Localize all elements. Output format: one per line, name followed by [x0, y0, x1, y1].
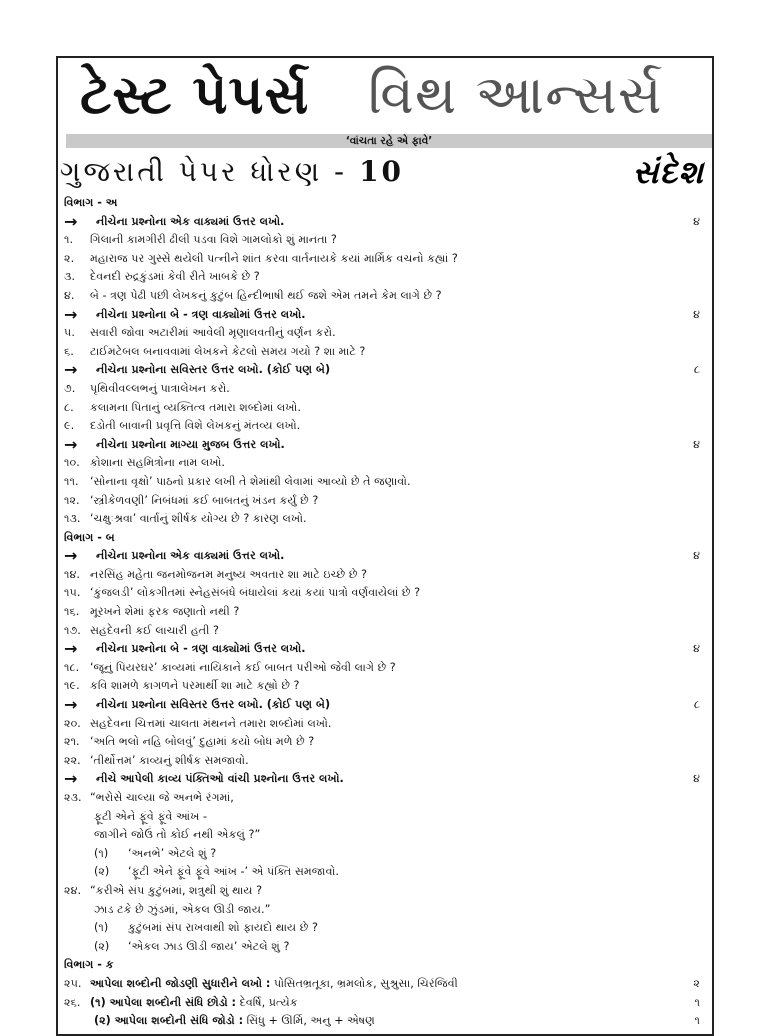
question-lead: (૧) આપેલા શબ્દોની સંધિ છોડો :: [90, 995, 237, 1009]
question-text-body: ‘કુંજલડી’ લોકગીતમાં સ્નેહસંબંધે બંધાયેલાં કયાં કયાં પાત્રો વર્ણવાયેલાં છે ?: [90, 586, 421, 600]
question-text: [90, 994, 668, 1013]
question-text: [128, 938, 668, 957]
question-text: [90, 287, 668, 306]
question-text-body: સિંધુ + ઊર્મિ, અનુ + એષણ: [243, 1014, 375, 1028]
question-text: [90, 975, 668, 994]
question-number: ૧૪.: [64, 567, 80, 581]
arrow-icon: →: [64, 435, 78, 454]
question-row: [64, 882, 708, 901]
question-text: [90, 603, 668, 622]
question-number: ૮.: [64, 400, 74, 414]
question-number: ૧૯.: [64, 679, 80, 693]
question-row: [64, 231, 708, 250]
question-text-body: ‘સોનાના વૃક્ષો’ પાઠનો પ્રકાર લખી તે શેમાંથી લેવામાં આવ્યો છે તે જણાવો.: [90, 474, 411, 488]
masthead-title-light: વિથ આન્સર્સ: [368, 63, 663, 126]
question-text: [90, 473, 668, 492]
question-text-body: બે - ત્રણ પેઢી પછી લેખકનું કુટુંબ હિન્દીભાષી થઈ જશે એમ તમને કેમ લાગે છે ?: [90, 288, 442, 302]
question-text: [90, 752, 668, 771]
question-text: [90, 454, 668, 473]
question-text: [64, 194, 668, 213]
paper-title: [60, 152, 404, 192]
question-text-body: સવારી જોવા અટારીમાં આવેલી મૃણાલવતીનું વર્ણન કરો.: [90, 326, 336, 340]
question-text: [90, 250, 668, 269]
question-row: [64, 603, 708, 622]
question-list: [64, 194, 708, 1031]
question-text: [128, 919, 668, 938]
question-text-body: નીચેના પ્રશ્નોના બે - ત્રણ વાક્યોમાં ઉત્તર લખો.: [96, 307, 306, 321]
question-text: [90, 399, 668, 418]
question-text-body: ગિલાની કામગીરી ઢીલી પડવા વિશે ગામલોકો શું માનતા ?: [90, 233, 337, 247]
question-text: [90, 622, 668, 641]
sub-question: [64, 863, 708, 882]
question-row: [64, 975, 708, 994]
question-text-body: ‘તીર્થોત્તમ’ કાવ્યનું શીર્ષક સમજાવો.: [90, 753, 249, 767]
question-number: ૨૫.: [64, 976, 82, 990]
question-text: [90, 231, 668, 250]
instruction-row: [64, 213, 708, 232]
question-text-body: પૃથિવીવલ્લભનું પાત્રાલેખન કરો.: [90, 381, 230, 395]
question-text: [94, 901, 668, 920]
question-number: ૧૮.: [64, 660, 80, 674]
question-row: [64, 473, 708, 492]
question-number: ૧૩.: [64, 512, 81, 526]
question-row: [64, 287, 708, 306]
continuation-line: [64, 1012, 708, 1031]
question-text: [90, 882, 668, 901]
arrow-icon: →: [64, 640, 78, 659]
question-lead: (૨) આપેલા શબ્દોની સંધિ જોડો :: [94, 1014, 244, 1028]
question-text: [90, 268, 668, 287]
question-text-body: મહારાજ પર ગુસ્સે થયેલી પત્નીને શાંત કરવા વાર્તનાયકે કયાં માર્મિક વચનો કહ્યાં ?: [90, 251, 458, 265]
question-text-body: કલામના પિતાનું વ્યક્તિત્વ તમારા શબ્દોમાં લખો.: [90, 400, 301, 414]
question-number: ૨૩.: [64, 791, 82, 804]
instruction-row: [64, 640, 708, 659]
paper-number: 10: [359, 155, 405, 188]
question-number: ૧૨.: [64, 493, 80, 507]
question-row: [64, 752, 708, 771]
question-text-body: વિભાગ - બ: [64, 530, 115, 544]
continuation-line: [64, 901, 708, 920]
question-text-body: સહદેવના ચિત્તમાં ચાલતા મંથનને તમારા શબ્દોમાં લખો.: [90, 716, 332, 730]
question-text-body: ‘જૂનું પિયરઘર’ કાવ્યમાં નાયિકાને કઈ બાબત પરીઓ જેવી લાગે છે ?: [90, 660, 396, 674]
marks: ૨: [693, 976, 700, 990]
question-text-body: નીચેના પ્રશ્નોના એક વાક્યમાં ઉત્તર લખો.: [96, 549, 285, 563]
marks: ૧: [694, 995, 700, 1009]
question-text-body: નીચેના પ્રશ્નોના બે - ત્રણ વાક્યોમાં ઉત્તર લખો.: [96, 642, 306, 656]
instruction-row: [64, 696, 708, 715]
question-text: [90, 417, 668, 436]
question-text-body: ટાઈમટેબલ બનાવવામાં લેખકને કેટલો સમય ગયો ? શા માટે ?: [90, 344, 366, 358]
question-number: ૫.: [64, 326, 75, 340]
question-text: [90, 510, 668, 529]
question-text: [90, 659, 668, 678]
question-number: ૧૦.: [64, 456, 80, 470]
question-text-body: મૂરખને શેમાં ફરક જણાતો નથી ?: [90, 605, 240, 619]
question-text-body: વિભાગ - ક: [64, 958, 114, 972]
question-text: [96, 547, 668, 566]
question-text-body: પોસિતભ્રતૂકા, ભ્રમલોક, સુશ્રુસા, ચિરંજિવી: [270, 976, 458, 990]
question-number: ૨૪.: [64, 883, 82, 897]
question-text-body: કોશાના સહમિત્રોના નામ લખો.: [90, 456, 225, 470]
sub-question: [64, 938, 708, 957]
question-row: [64, 677, 708, 696]
question-text-body: જાગીને જોઉં તો કોઈ નથી એકલું ?”: [94, 828, 261, 842]
instruction-row: [64, 770, 708, 789]
section-heading: [64, 956, 708, 975]
question-number: ૧૧.: [64, 474, 79, 488]
masthead-title-bold: ટેસ્ટ પેપર્સ: [80, 63, 310, 126]
question-row: [64, 584, 708, 603]
question-number: ૨૨.: [64, 753, 81, 767]
question-text: [94, 1012, 668, 1031]
continuation-line: [64, 826, 708, 845]
question-text-body: વિભાગ - અ: [64, 196, 118, 209]
question-row: [64, 715, 708, 734]
question-number: ૪.: [64, 288, 75, 302]
instruction-row: [64, 547, 708, 566]
arrow-icon: →: [64, 547, 78, 566]
sub-question: [64, 845, 708, 864]
question-text-body: ‘સ્ત્રીકેળવણી’ નિબંધમાં કઈ બાબતનું ખંડન કર્યું છે ?: [90, 493, 319, 507]
question-text: [128, 845, 668, 864]
question-text-body: ‘અનભે’ એટલે શું ?: [128, 846, 217, 860]
question-text-body: નીચેના પ્રશ્નોના માગ્યા મુજબ ઉત્તર લખો.: [96, 437, 285, 451]
question-text: [90, 380, 668, 399]
continuation-line: [64, 808, 708, 827]
question-text-body: ઝાડ ટકે છે ઝુંડમાં, એકલ ઊડી જાય.”: [94, 902, 271, 916]
question-text-body: કુટુંબમાં સંપ રાખવાથી શો ફાયદો થાય છે ?: [128, 921, 318, 935]
marks: ૪: [693, 307, 700, 321]
question-text-body: “ભરોસે ચાલ્યા જે અનભે રંગમાં,: [90, 791, 234, 804]
question-row: [64, 454, 708, 473]
question-row: [64, 566, 708, 585]
marks: ૧: [694, 1014, 700, 1028]
question-text-body: નીચેના પ્રશ્નોના સવિસ્તર ઉત્તર લખો. (કોઈ પણ બે): [96, 698, 331, 712]
question-text-body: સહદેવની કઈ લાચારી હતી ?: [90, 623, 219, 637]
question-row: [64, 399, 708, 418]
question-text: [94, 808, 668, 827]
question-row: [64, 492, 708, 511]
question-text: [128, 863, 668, 882]
marks: ૮: [693, 698, 700, 712]
question-row: [64, 324, 708, 343]
question-text: [96, 361, 668, 380]
question-text-body: “કરીએ સંપ કુટુંબમાં, શત્રુથી શું થાય ?: [90, 883, 263, 897]
question-text-body: નીચેના પ્રશ્નોના એક વાક્યમાં ઉત્તર લખો.: [96, 214, 285, 228]
question-text-body: દેવર્ષિ, પ્રત્યેક: [236, 995, 298, 1009]
arrow-icon: →: [64, 305, 78, 324]
question-text-body: દેવનદી રુદ્રકુંડમાં કેવી રીતે ખાબકે છે ?: [90, 270, 260, 284]
arrow-icon: →: [64, 361, 78, 380]
question-lead: આપેલા શબ્દોની જોડણી સુધારીને લખો :: [90, 976, 271, 990]
question-row: [64, 268, 708, 287]
question-text: [64, 956, 668, 975]
question-text: [90, 566, 668, 585]
question-number: ૩.: [64, 270, 76, 284]
question-row: [64, 250, 708, 269]
question-text-body: ‘ચક્ષુઃશ્રવા’ વાર્તાનું શીર્ષક યોગ્ય છે ? કારણ લખો.: [90, 512, 307, 526]
masthead: [58, 58, 712, 136]
question-text: [96, 770, 668, 789]
question-number: ૬.: [64, 344, 74, 358]
marks: ૪: [693, 437, 700, 451]
question-number: ૧૬.: [64, 605, 80, 619]
question-row: [64, 659, 708, 678]
paper-frame: [56, 56, 714, 1036]
question-text: [90, 492, 668, 511]
paper-title-text: ગુજરાતી પેપર ધોરણ -: [60, 155, 348, 188]
question-text: [90, 733, 668, 752]
section-heading: [64, 529, 708, 548]
question-text: [90, 343, 668, 362]
sub-question-number: (૨): [94, 939, 110, 953]
sub-question-number: (૧): [94, 921, 109, 935]
question-text: [94, 826, 668, 845]
sub-question-number: (૨): [94, 865, 110, 879]
question-text: [96, 306, 668, 325]
question-text: [96, 436, 668, 455]
marks: ૮: [693, 363, 700, 377]
question-text: [96, 640, 668, 659]
marks: ૪: [693, 549, 700, 563]
question-text-body: દડોતી બાવાની પ્રવૃત્તિ વિશે લેખકનું મંતવ્ય લખો.: [90, 419, 301, 433]
question-text: [96, 213, 668, 232]
question-text: [90, 789, 668, 808]
sub-question: [64, 919, 708, 938]
arrow-icon: →: [64, 770, 78, 789]
instruction-row: [64, 361, 708, 380]
question-text-body: ‘અતિ ભલો નહિ બોલવું’ દુહામાં કયો બોધ મળે છે ?: [90, 735, 315, 749]
section-heading: [64, 194, 708, 213]
marks: ૪: [693, 772, 700, 786]
question-text-body: ફૂટી એને ફૂંવે ફૂંવે આંખ -: [94, 809, 207, 823]
question-number: ૨.: [64, 251, 75, 265]
arrow-icon: →: [64, 696, 78, 715]
tagline: ‘વાંચતા રહે એ ફાવે’: [345, 135, 433, 147]
brand-logo: સંદેશ: [632, 153, 704, 191]
question-text-body: ‘એકલ ઝાડ ઊડી જાય’ એટલે શું ?: [128, 939, 290, 953]
instruction-row: [64, 306, 708, 325]
question-row: [64, 994, 708, 1013]
question-number: ૭.: [64, 381, 76, 395]
question-text: [90, 677, 668, 696]
question-row: [64, 510, 708, 529]
question-number: ૨૦.: [64, 716, 81, 730]
question-row: [64, 789, 708, 808]
instruction-row: [64, 436, 708, 455]
question-number: ૨૬.: [64, 995, 81, 1009]
question-text-body: નરસિંહ મહેતા જનમોજનમ મનુષ્ય અવતાર શા માટે ઇચ્છે છે ?: [90, 567, 367, 581]
marks: ૪: [693, 642, 700, 656]
question-text-body: નીચેના પ્રશ્નોના સવિસ્તર ઉત્તર લખો. (કોઈ પણ બે): [96, 363, 331, 377]
question-row: [64, 380, 708, 399]
sub-question-number: (૧): [94, 846, 109, 860]
question-text: [96, 696, 668, 715]
question-row: [64, 733, 708, 752]
question-text: [90, 715, 668, 734]
tagline-bar: [66, 134, 712, 148]
question-number: ૧૫.: [64, 586, 81, 600]
question-number: ૨૧.: [64, 735, 80, 749]
question-text-body: ‘ફૂટી એને ફૂંવે ફૂંવે આંખ -’ એ પંક્તિ સમજાવો.: [128, 865, 339, 879]
marks: ૪: [693, 214, 700, 228]
question-number: ૯.: [64, 419, 75, 433]
question-text: [90, 324, 668, 343]
question-number: ૧૭.: [64, 623, 81, 637]
question-text: [90, 584, 668, 603]
question-text-body: કવિ શામળે કાગળને પરમાર્થી શા માટે કહ્યો છે ?: [90, 679, 300, 693]
arrow-icon: →: [64, 212, 78, 231]
question-text: [64, 529, 668, 548]
question-row: [64, 622, 708, 641]
question-text-body: નીચે આપેલી કાવ્ય પંક્તિઓ વાંચી પ્રશ્નોના ઉત્તર લખો.: [96, 772, 344, 786]
question-row: [64, 417, 708, 436]
question-row: [64, 343, 708, 362]
paper-heading: [60, 152, 710, 192]
question-number: ૧.: [64, 233, 74, 247]
